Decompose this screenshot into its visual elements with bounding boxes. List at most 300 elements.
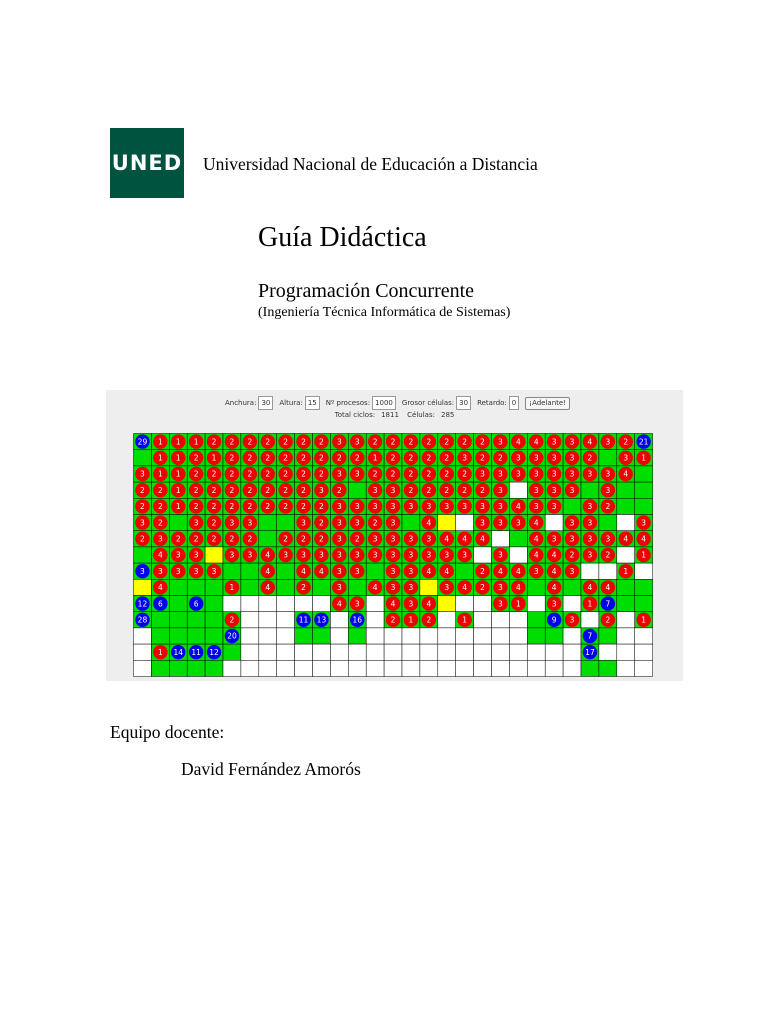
process-count: 1 — [175, 437, 181, 447]
process-count: 2 — [390, 615, 396, 625]
process-count: 2 — [193, 453, 199, 463]
process-count: 3 — [157, 534, 163, 544]
process-count: 2 — [283, 502, 289, 512]
process-count: 4 — [265, 566, 271, 576]
grid-cell — [330, 644, 348, 660]
grid-cell — [527, 596, 545, 612]
process-count: 3 — [140, 566, 145, 576]
team-member: David Fernández Amorós — [181, 759, 361, 779]
uned-logo — [110, 128, 184, 198]
process-count: 4 — [533, 534, 539, 544]
process-count: 2 — [301, 437, 306, 447]
process-count: 3 — [498, 550, 503, 560]
process-count: 3 — [587, 534, 593, 544]
grid-cell — [223, 596, 241, 612]
process-count: 2 — [265, 469, 271, 479]
process-count: 3 — [515, 453, 521, 463]
process-count: 4 — [587, 583, 593, 593]
height-label: Altura: — [279, 399, 303, 407]
grid-cell — [474, 660, 492, 676]
process-count: 2 — [229, 534, 235, 544]
process-count: 4 — [641, 534, 647, 544]
process-count: 3 — [390, 485, 396, 495]
process-count: 1 — [641, 453, 647, 463]
process-count: 28 — [137, 615, 148, 625]
process-count: 3 — [426, 550, 432, 560]
simulator-controls — [106, 394, 683, 412]
process-count: 2 — [301, 534, 306, 544]
subject-title: Programación Concurrente — [258, 280, 475, 302]
process-count: 4 — [533, 518, 539, 528]
process-count: 2 — [569, 550, 575, 560]
grid-cell — [241, 596, 259, 612]
process-count: 3 — [336, 583, 342, 593]
grid-cell — [474, 628, 492, 644]
grid-cell — [456, 563, 474, 579]
process-count: 4 — [462, 534, 468, 544]
process-count: 3 — [319, 485, 324, 495]
process-count: 1 — [211, 453, 217, 463]
process-count: 2 — [247, 502, 253, 512]
process-count: 11 — [191, 647, 201, 657]
grid-cell — [545, 628, 563, 644]
grid-cell — [348, 628, 366, 644]
process-count: 2 — [587, 453, 593, 463]
cells-label: Células: — [407, 411, 435, 419]
process-count: 2 — [193, 485, 199, 495]
grid-cell — [241, 628, 259, 644]
process-count: 2 — [354, 534, 360, 544]
grid-cell — [456, 515, 474, 531]
process-count: 2 — [480, 566, 485, 576]
grid-cell — [277, 515, 295, 531]
process-count: 3 — [498, 599, 503, 609]
process-count: 3 — [372, 485, 378, 495]
process-count: 2 — [390, 437, 396, 447]
process-count: 4 — [623, 469, 629, 479]
process-count: 3 — [587, 518, 593, 528]
process-count: 3 — [193, 550, 199, 560]
process-count: 17 — [585, 647, 595, 657]
grid-cell — [617, 628, 635, 644]
grid-cell — [277, 596, 295, 612]
grid-cell — [617, 660, 635, 676]
process-count: 2 — [157, 518, 163, 528]
grid-cell — [438, 644, 456, 660]
grid-cell — [151, 628, 169, 644]
process-count: 3 — [354, 550, 360, 560]
process-count: 3 — [229, 550, 235, 560]
grid-cell — [134, 660, 152, 676]
process-count: 2 — [301, 485, 306, 495]
grid-cell — [313, 596, 331, 612]
height-input[interactable]: 15 — [305, 396, 320, 410]
process-count: 3 — [498, 518, 503, 528]
cells-value: 285 — [440, 411, 455, 419]
process-count: 3 — [498, 437, 503, 447]
process-count: 3 — [515, 469, 521, 479]
process-count: 3 — [587, 502, 593, 512]
process-count: 3 — [498, 502, 503, 512]
grid-cell — [474, 612, 492, 628]
grid-cell — [151, 660, 169, 676]
process-count: 3 — [193, 518, 199, 528]
process-count: 2 — [480, 583, 485, 593]
process-count: 3 — [301, 550, 306, 560]
process-count: 4 — [551, 566, 557, 576]
grid-cell — [259, 612, 277, 628]
grid-cell — [402, 628, 420, 644]
process-count: 2 — [175, 534, 181, 544]
process-count: 2 — [283, 485, 289, 495]
process-count: 3 — [193, 566, 199, 576]
grid-cell — [384, 628, 402, 644]
process-count: 2 — [444, 453, 450, 463]
grid-cell — [474, 547, 492, 563]
process-count: 3 — [498, 469, 503, 479]
process-count: 3 — [551, 534, 557, 544]
process-count: 3 — [390, 534, 396, 544]
grid-cell — [492, 531, 510, 547]
grid-cell — [635, 644, 653, 660]
grid-cell — [402, 515, 420, 531]
process-count: 3 — [354, 502, 360, 512]
grid-cell — [456, 660, 474, 676]
process-count: 3 — [551, 485, 557, 495]
processes-label: Nº procesos: — [325, 399, 371, 407]
process-count: 3 — [319, 550, 324, 560]
process-count: 2 — [372, 518, 378, 528]
process-count: 2 — [480, 437, 485, 447]
grid-cell — [277, 660, 295, 676]
width-input[interactable]: 30 — [258, 396, 273, 410]
grid-cell — [563, 644, 581, 660]
process-count: 2 — [408, 485, 414, 495]
process-count: 3 — [587, 550, 593, 560]
process-count: 3 — [480, 502, 485, 512]
process-count: 2 — [336, 453, 342, 463]
process-count: 3 — [140, 469, 145, 479]
process-count: 3 — [480, 469, 485, 479]
grid-cell — [420, 579, 438, 595]
grid-cell — [563, 628, 581, 644]
grid-cell — [205, 628, 223, 644]
grid-cell — [313, 579, 331, 595]
process-count: 4 — [157, 583, 163, 593]
grid-cell — [599, 515, 617, 531]
process-count: 3 — [390, 583, 396, 593]
process-count: 2 — [426, 469, 432, 479]
process-count: 2 — [372, 469, 378, 479]
process-count: 4 — [515, 437, 521, 447]
grid-cell — [259, 531, 277, 547]
grid-cell — [617, 579, 635, 595]
process-count: 4 — [336, 599, 342, 609]
process-count: 3 — [551, 599, 557, 609]
grid-cell — [295, 596, 313, 612]
grid-cell — [456, 644, 474, 660]
grid-cell — [259, 596, 277, 612]
process-count: 4 — [551, 583, 557, 593]
process-count: 3 — [569, 566, 575, 576]
grid-cell — [134, 547, 152, 563]
grid-cell — [420, 644, 438, 660]
process-count: 2 — [229, 502, 235, 512]
process-count: 2 — [247, 469, 253, 479]
process-count: 3 — [605, 469, 611, 479]
process-count: 2 — [247, 485, 253, 495]
process-count: 2 — [319, 502, 324, 512]
grid-cell — [241, 644, 259, 660]
process-count: 3 — [408, 583, 414, 593]
grid-cell — [617, 482, 635, 498]
grid-cell — [635, 498, 653, 514]
grid-cell — [187, 628, 205, 644]
grid-cell — [187, 660, 205, 676]
grid-cell — [438, 612, 456, 628]
process-count: 2 — [283, 437, 289, 447]
grid-cell — [617, 644, 635, 660]
process-count: 3 — [229, 518, 235, 528]
process-count: 2 — [247, 534, 253, 544]
process-count: 3 — [372, 502, 378, 512]
process-count: 3 — [354, 469, 360, 479]
process-count: 2 — [354, 453, 360, 463]
grid-cell — [134, 450, 152, 466]
grid-cell — [509, 531, 527, 547]
grid-cell — [635, 482, 653, 498]
process-count: 1 — [157, 437, 163, 447]
process-count: 2 — [229, 485, 235, 495]
degree-note: (Ingeniería Técnica Informática de Sistemas) — [258, 305, 511, 320]
grid-cell — [635, 660, 653, 676]
simulator-status — [106, 411, 683, 419]
process-count: 2 — [444, 469, 450, 479]
process-count: 2 — [605, 550, 611, 560]
process-count: 2 — [193, 534, 199, 544]
grid-cell — [366, 644, 384, 660]
grid-cell — [134, 644, 152, 660]
process-count: 12 — [209, 647, 219, 657]
process-count: 20 — [227, 631, 237, 641]
process-count: 3 — [498, 485, 503, 495]
process-count: 3 — [569, 469, 575, 479]
grid-cell — [134, 628, 152, 644]
process-count: 11 — [298, 615, 309, 625]
process-count: 2 — [390, 469, 396, 479]
grid-cell — [438, 596, 456, 612]
thickness-label: Grosor células: — [401, 399, 455, 407]
grid-cell — [259, 660, 277, 676]
grid-cell — [509, 482, 527, 498]
grid-cell — [384, 660, 402, 676]
process-count: 4 — [623, 534, 629, 544]
process-count: 1 — [157, 647, 163, 657]
process-count: 6 — [193, 599, 199, 609]
grid-cell — [438, 628, 456, 644]
process-count: 3 — [336, 550, 342, 560]
process-count: 3 — [247, 518, 253, 528]
grid-cell — [366, 612, 384, 628]
grid-cell — [456, 596, 474, 612]
grid-cell — [545, 515, 563, 531]
run-button[interactable]: ¡Adelante! — [525, 397, 570, 410]
process-count: 3 — [551, 437, 557, 447]
team-label: Equipo docente: — [110, 722, 225, 742]
process-count: 3 — [444, 583, 450, 593]
process-count: 4 — [444, 534, 450, 544]
grid-cell — [313, 628, 331, 644]
process-count: 3 — [336, 502, 342, 512]
grid-cell — [313, 644, 331, 660]
grid-cell — [277, 563, 295, 579]
grid-cell — [492, 612, 510, 628]
process-count: 2 — [211, 534, 217, 544]
process-count: 1 — [408, 615, 414, 625]
process-count: 2 — [211, 485, 217, 495]
process-count: 2 — [301, 469, 306, 479]
grid-cell — [169, 579, 187, 595]
process-count: 2 — [319, 453, 324, 463]
grid-cell — [277, 579, 295, 595]
grid-cell — [134, 579, 152, 595]
grid-cell — [509, 644, 527, 660]
grid-cell — [348, 644, 366, 660]
process-count: 2 — [336, 485, 342, 495]
process-count: 3 — [623, 453, 629, 463]
process-count: 3 — [354, 599, 360, 609]
grid-cell — [241, 579, 259, 595]
process-count: 4 — [157, 550, 163, 560]
process-count: 2 — [319, 437, 324, 447]
process-count: 2 — [426, 453, 432, 463]
process-count: 3 — [587, 469, 593, 479]
process-count: 1 — [175, 453, 181, 463]
grid-cell — [366, 660, 384, 676]
process-count: 3 — [390, 518, 396, 528]
process-count: 1 — [175, 502, 181, 512]
process-count: 4 — [605, 583, 611, 593]
process-count: 4 — [462, 583, 468, 593]
grid-cell — [241, 563, 259, 579]
process-count: 2 — [140, 485, 145, 495]
grid-cell — [277, 612, 295, 628]
grid-cell — [492, 628, 510, 644]
process-count: 2 — [301, 583, 306, 593]
process-count: 3 — [605, 437, 611, 447]
process-count: 3 — [569, 534, 575, 544]
process-count: 7 — [605, 599, 611, 609]
grid-cell — [366, 563, 384, 579]
process-count: 3 — [551, 502, 557, 512]
grid-cell — [402, 660, 420, 676]
process-count: 2 — [229, 437, 235, 447]
process-count: 2 — [390, 453, 396, 463]
grid-cell — [617, 596, 635, 612]
process-count: 2 — [426, 615, 432, 625]
process-count: 2 — [623, 437, 629, 447]
grid-cell — [384, 644, 402, 660]
grid-cell — [581, 482, 599, 498]
process-count: 3 — [462, 550, 468, 560]
process-count: 2 — [140, 534, 145, 544]
grid-cell — [599, 644, 617, 660]
grid-cell — [509, 547, 527, 563]
grid-cell — [617, 515, 635, 531]
total-cycles-value: 1811 — [381, 411, 399, 419]
process-count: 3 — [336, 518, 342, 528]
process-count: 2 — [283, 534, 289, 544]
process-count: 2 — [265, 502, 271, 512]
processes-input[interactable]: 1000 — [372, 396, 396, 410]
grid-cell — [474, 644, 492, 660]
process-count: 3 — [301, 518, 306, 528]
grid-cell — [366, 596, 384, 612]
process-count: 1 — [175, 469, 181, 479]
process-count: 3 — [533, 566, 539, 576]
process-count: 3 — [354, 566, 360, 576]
process-count: 2 — [265, 437, 271, 447]
process-count: 2 — [283, 469, 289, 479]
grid-cell — [563, 498, 581, 514]
process-count: 14 — [173, 647, 184, 657]
grid-cell — [205, 596, 223, 612]
grid-cell — [277, 628, 295, 644]
process-count: 2 — [462, 469, 468, 479]
thickness-input[interactable]: 30 — [456, 396, 471, 410]
process-count: 4 — [426, 599, 432, 609]
grid-cell — [151, 612, 169, 628]
grid-cell — [366, 628, 384, 644]
process-count: 1 — [175, 485, 181, 495]
document-title: Guía Didáctica — [258, 222, 427, 253]
process-count: 3 — [390, 566, 396, 576]
grid-cell — [330, 660, 348, 676]
process-count: 3 — [569, 485, 575, 495]
process-count: 4 — [498, 566, 503, 576]
process-count: 4 — [533, 550, 539, 560]
process-count: 4 — [480, 534, 485, 544]
process-count: 3 — [569, 453, 575, 463]
process-count: 2 — [211, 518, 217, 528]
grid-cell — [492, 660, 510, 676]
process-count: 3 — [336, 566, 342, 576]
grid-cell — [241, 612, 259, 628]
grid-cell — [635, 563, 653, 579]
process-count: 2 — [372, 437, 378, 447]
process-count: 4 — [587, 437, 593, 447]
process-count: 3 — [462, 502, 468, 512]
process-count: 4 — [551, 550, 557, 560]
process-count: 7 — [587, 631, 593, 641]
process-count: 3 — [533, 502, 539, 512]
process-count: 2 — [408, 469, 414, 479]
grid-cell — [438, 515, 456, 531]
delay-input[interactable]: 0 — [509, 396, 519, 410]
process-count: 2 — [444, 485, 450, 495]
grid-cell — [456, 628, 474, 644]
grid-cell — [205, 579, 223, 595]
process-count: 2 — [426, 437, 432, 447]
grid-cell — [635, 628, 653, 644]
grid-cell — [509, 628, 527, 644]
grid-cell — [241, 660, 259, 676]
grid-cell — [492, 644, 510, 660]
process-count: 4 — [319, 566, 324, 576]
process-count: 4 — [372, 583, 378, 593]
process-count: 3 — [551, 469, 557, 479]
grid-cell — [169, 515, 187, 531]
